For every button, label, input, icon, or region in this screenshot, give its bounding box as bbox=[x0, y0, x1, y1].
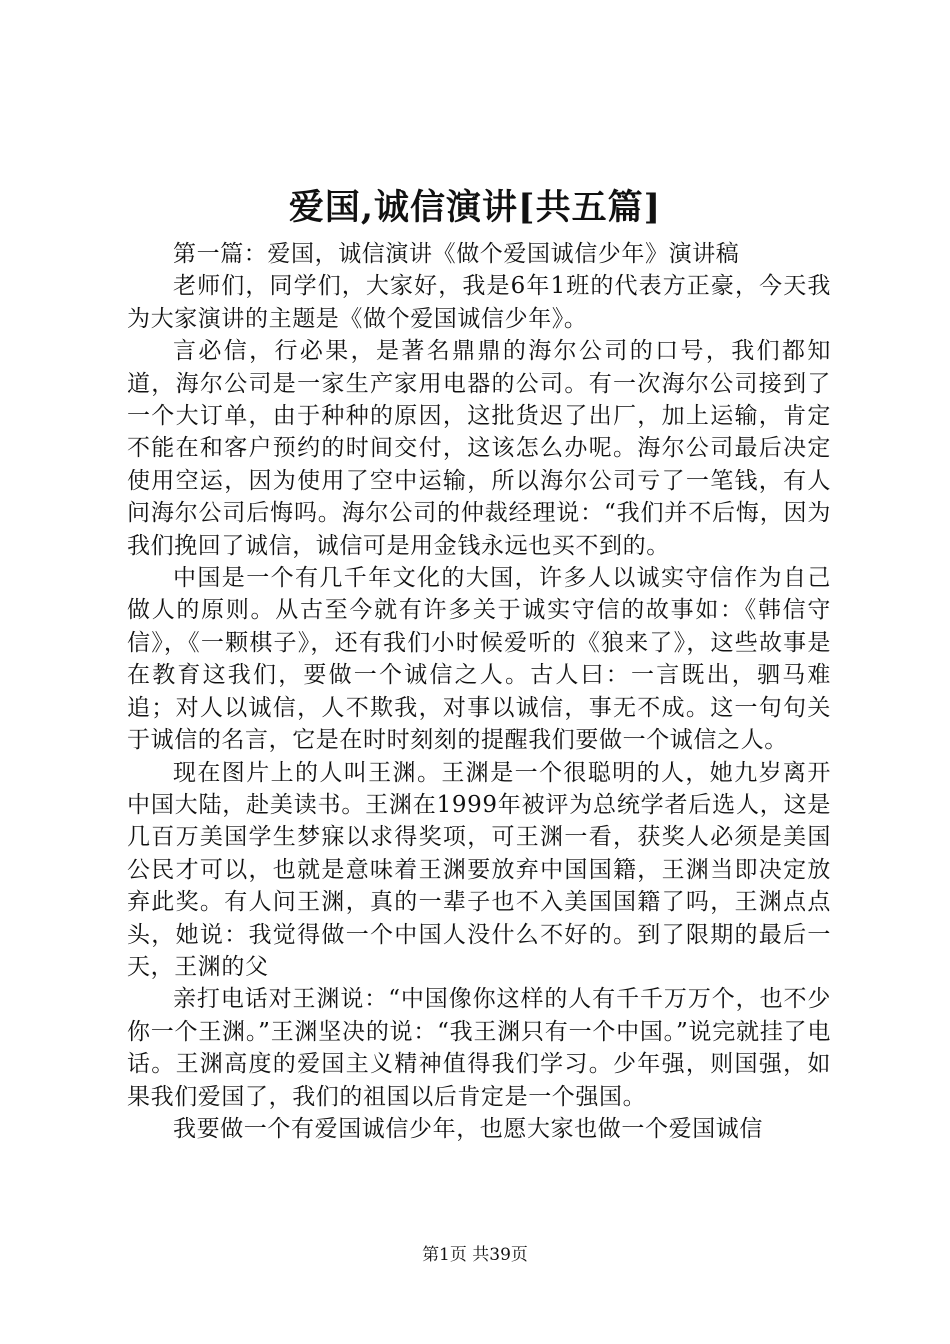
page-number-footer: 第1页 共39页 bbox=[422, 1245, 528, 1265]
paragraph: 现在图片上的人叫王渊。王渊是一个很聪明的人，她九岁离开中国大陆，赴美读书。王渊在1999年被评为总统学者后选人，这是几百万美国学生梦寐以求得奖项，可王渊一看，获奖人必须是美国公民才可以，也就是意味着王渊要放弃中国国籍，王渊当即决定放弃此奖。有人问王渊，真的一辈子也不入美国国籍了吗，王渊点点头，她说：我觉得做一个中国人没什么不好的。到了限期的最后一天，王渊的父 bbox=[127, 759, 831, 980]
paragraph: 老师们，同学们，大家好，我是6年1班的代表方正豪，今天我为大家演讲的主题是《做个爱国诚信少年》。 bbox=[127, 273, 831, 332]
document-title: 爱国,诚信演讲[共五篇] bbox=[288, 187, 662, 228]
paragraph-heading: 第一篇：爱国，诚信演讲《做个爱国诚信少年》演讲稿 bbox=[173, 241, 740, 267]
paragraph: 亲打电话对王渊说：“中国像你这样的人有千千万万个，也不少你一个王渊。”王渊坚决的说：“我王渊只有一个中国。”说完就挂了电话。王渊高度的爱国主义精神值得我们学习。少年强，则国强，如果我们爱国了，我们的祖国以后肯定是一个强国。 bbox=[127, 986, 831, 1110]
document-body bbox=[127, 238, 831, 1145]
paragraph: 中国是一个有几千年文化的大国，许多人以诚实守信作为自己做人的原则。从古至今就有许多关于诚实守信的故事如：《韩信守信》，《一颗棋子》，还有我们小时候爱听的《狼来了》，这些故事是在教育这我们，要做一个诚信之人。古人曰：一言既出，驷马难追；对人以诚信，人不欺我，对事以诚信，事无不成。这一句句关于诚信的名言，它是在时时刻刻的提醒我们要做一个诚信之人。 bbox=[127, 565, 831, 754]
paragraph: 言必信，行必果，是著名鼎鼎的海尔公司的口号，我们都知道，海尔公司是一家生产家用电器的公司。有一次海尔公司接到了一个大订单，由于种种的原因，这批货迟了出厂，加上运输，肯定不能在和客户预约的时间交付，这该怎么办呢。海尔公司最后决定使用空运，因为使用了空中运输，所以海尔公司亏了一笔钱，有人问海尔公司后悔吗。海尔公司的仲裁经理说：“我们并不后悔，因为我们挽回了诚信，诚信可是用金钱永远也买不到的。 bbox=[127, 338, 831, 559]
paragraph: 我要做一个有爱国诚信少年，也愿大家也做一个爱国诚信 bbox=[173, 1115, 763, 1142]
